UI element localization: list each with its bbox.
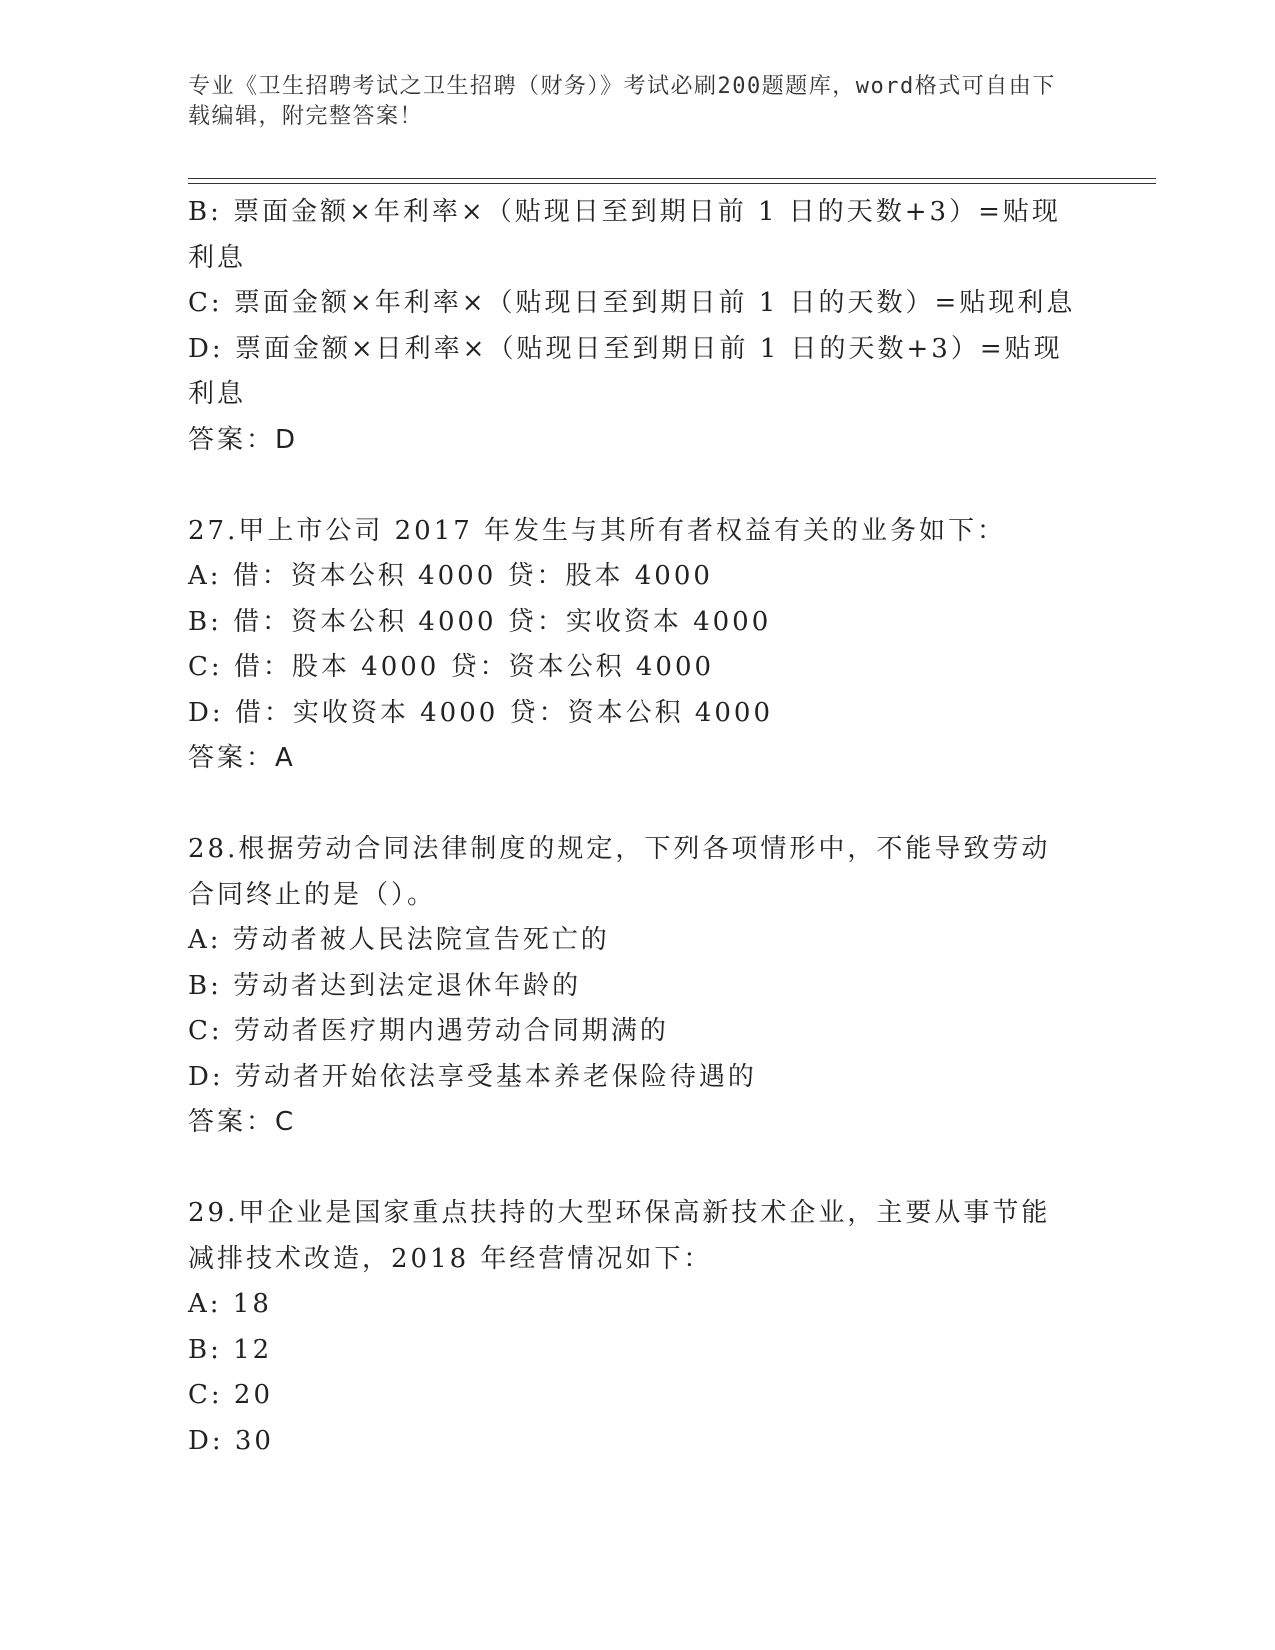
spacer <box>188 463 1068 509</box>
option-c: C: 20 <box>188 1380 274 1410</box>
question-27 <box>188 509 1068 782</box>
option-b: B: 12 <box>188 1334 273 1365</box>
option-a: A: 18 <box>188 1289 272 1319</box>
answer: 答案：D <box>188 424 299 455</box>
answer: 答案：A <box>188 743 296 773</box>
question-stem: 29.甲企业是国家重点扶持的大型环保高新技术企业，主要从事节能减排技术改造，2018 年经营情况如下： <box>188 1198 1051 1274</box>
option-d: D: 票面金额×日利率×（贴现日至到期日前 1 日的天数+3）=贴现利息 <box>188 333 1063 409</box>
option-b: B: 票面金额×年利率×（贴现日至到期日前 1 日的天数+3）=贴现利息 <box>188 197 1061 273</box>
option-c: C: 票面金额×年利率×（贴现日至到期日前 1 日的天数）=贴现利息 <box>188 288 1076 318</box>
option-b: B: 借：资本公积 4000 贷：实收资本 4000 <box>188 606 772 637</box>
answer: 答案：C <box>188 1107 297 1137</box>
option-a: A: 劳动者被人民法院宣告死亡的 <box>188 925 610 955</box>
question-29 <box>188 1191 1068 1464</box>
question-28 <box>188 827 1068 1146</box>
spacer <box>188 1146 1068 1192</box>
header-divider-bottom <box>188 183 1156 184</box>
question-stem: 28.根据劳动合同法律制度的规定，下列各项情形中，不能导致劳动合同终止的是（）。 <box>188 834 1051 910</box>
option-c: C: 劳动者医疗期内遇劳动合同期满的 <box>188 1016 669 1046</box>
option-d: D: 借：实收资本 4000 贷：资本公积 4000 <box>188 697 774 728</box>
option-a: A: 借：资本公积 4000 贷：股本 4000 <box>188 561 713 591</box>
option-b: B: 劳动者达到法定退休年龄的 <box>188 970 582 1001</box>
document-header <box>188 72 1068 132</box>
option-c: C: 借：股本 4000 贷：资本公积 4000 <box>188 652 715 682</box>
option-d: D: 劳动者开始依法享受基本养老保险待遇的 <box>188 1061 757 1092</box>
option-d: D: 30 <box>188 1425 274 1456</box>
question-stem: 27.甲上市公司 2017 年发生与其所有者权益有关的业务如下： <box>188 515 1007 546</box>
header-divider-top <box>188 178 1156 179</box>
question-26-continued <box>188 190 1076 463</box>
spacer <box>188 782 1068 828</box>
header-text: 专业《卫生招聘考试之卫生招聘（财务）》考试必刷200题题库，word格式可自由下载编辑，附完整答案！ <box>188 74 1056 129</box>
question-list <box>188 190 1076 1464</box>
